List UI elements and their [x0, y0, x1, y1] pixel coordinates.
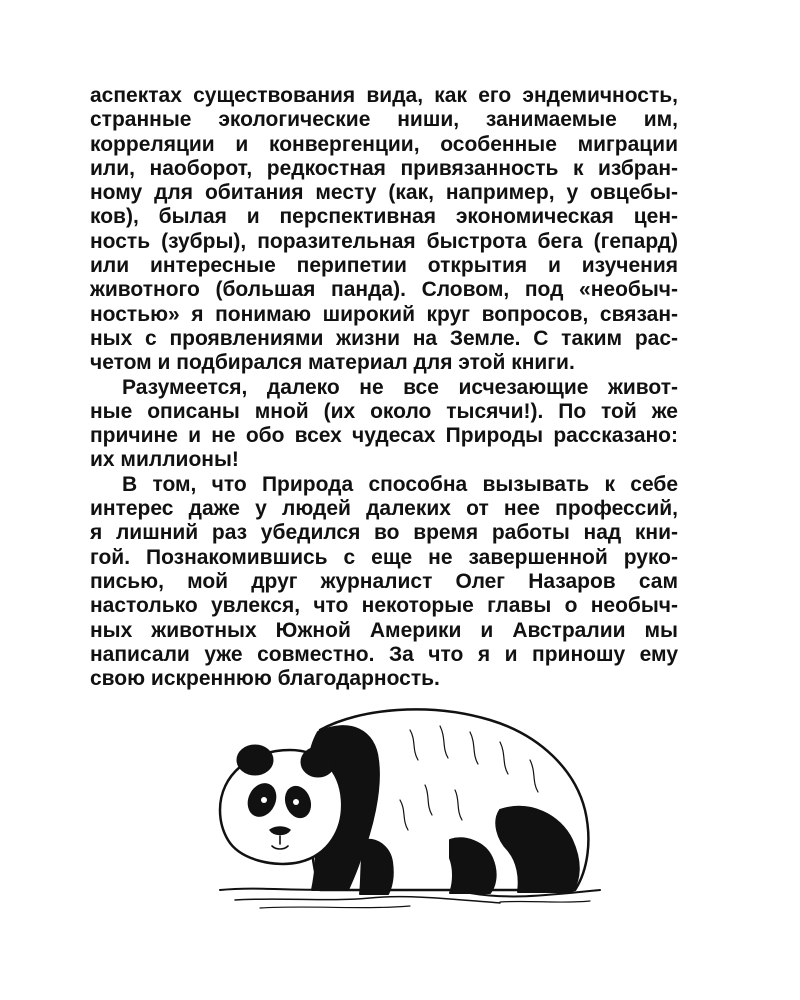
- paragraph-2: [90, 376, 678, 473]
- text-line: животного (большая панда). Словом, под «необыч-: [90, 278, 678, 302]
- text-line: свою искреннюю благодарность.: [90, 667, 440, 691]
- paragraph-1: [90, 84, 678, 376]
- text-line: странные экологические ниши, занимаемые им,: [90, 108, 678, 132]
- text-line: ных животных Южной Америки и Австралии мы: [90, 618, 678, 642]
- text-line: я лишний раз убедился во время работы над кни-: [90, 521, 678, 545]
- text-line: их миллионы!: [90, 448, 239, 472]
- text-line: причине и не обо всех чудесах Природы рассказано:: [90, 424, 678, 448]
- text-line: ному для обитания месту (как, например, у овцебы-: [90, 181, 678, 205]
- body-text: [90, 84, 678, 691]
- text-line: В том, что Природа способна вызывать к себе: [122, 472, 678, 496]
- text-line: ных с проявлениями жизни на Земле. С таким рас-: [90, 326, 678, 350]
- text-line: ков), былая и перспективная экономическая цен-: [90, 205, 678, 229]
- text-line: написали уже совместно. За что я и приношу ему: [90, 642, 678, 666]
- text-line: гой. Познакомившись с еще не завершенной руко-: [90, 545, 678, 569]
- text-line: настолько увлекся, что некоторые главы о необыч-: [90, 594, 678, 618]
- panda-illustration-icon: [200, 690, 620, 920]
- text-line: или, наоборот, редкостная привязанность к избран-: [90, 156, 678, 180]
- text-line: интерес даже у людей далеких от нее профессий,: [90, 497, 678, 521]
- text-line: Разумеется, далеко не все исчезающие живот-: [122, 375, 678, 399]
- text-line: аспектах существования вида, как его эндемичность,: [90, 84, 678, 107]
- text-line: четом и подбирался материал для этой книги.: [90, 351, 575, 375]
- text-line: ностью» я понимаю широкий круг вопросов, связан-: [90, 302, 678, 326]
- text-line: писью, мой друг журналист Олег Назаров сам: [90, 569, 678, 593]
- text-line: ные описаны мной (их около тысячи!). По той же: [90, 399, 678, 423]
- text-line: или интересные перипетии открытия и изучения: [90, 254, 678, 278]
- text-line: корреляции и конвергенции, особенные миграции: [90, 132, 678, 156]
- paragraph-3: [90, 473, 678, 692]
- text-line: ность (зубры), поразительная быстрота бега (гепард): [90, 229, 678, 253]
